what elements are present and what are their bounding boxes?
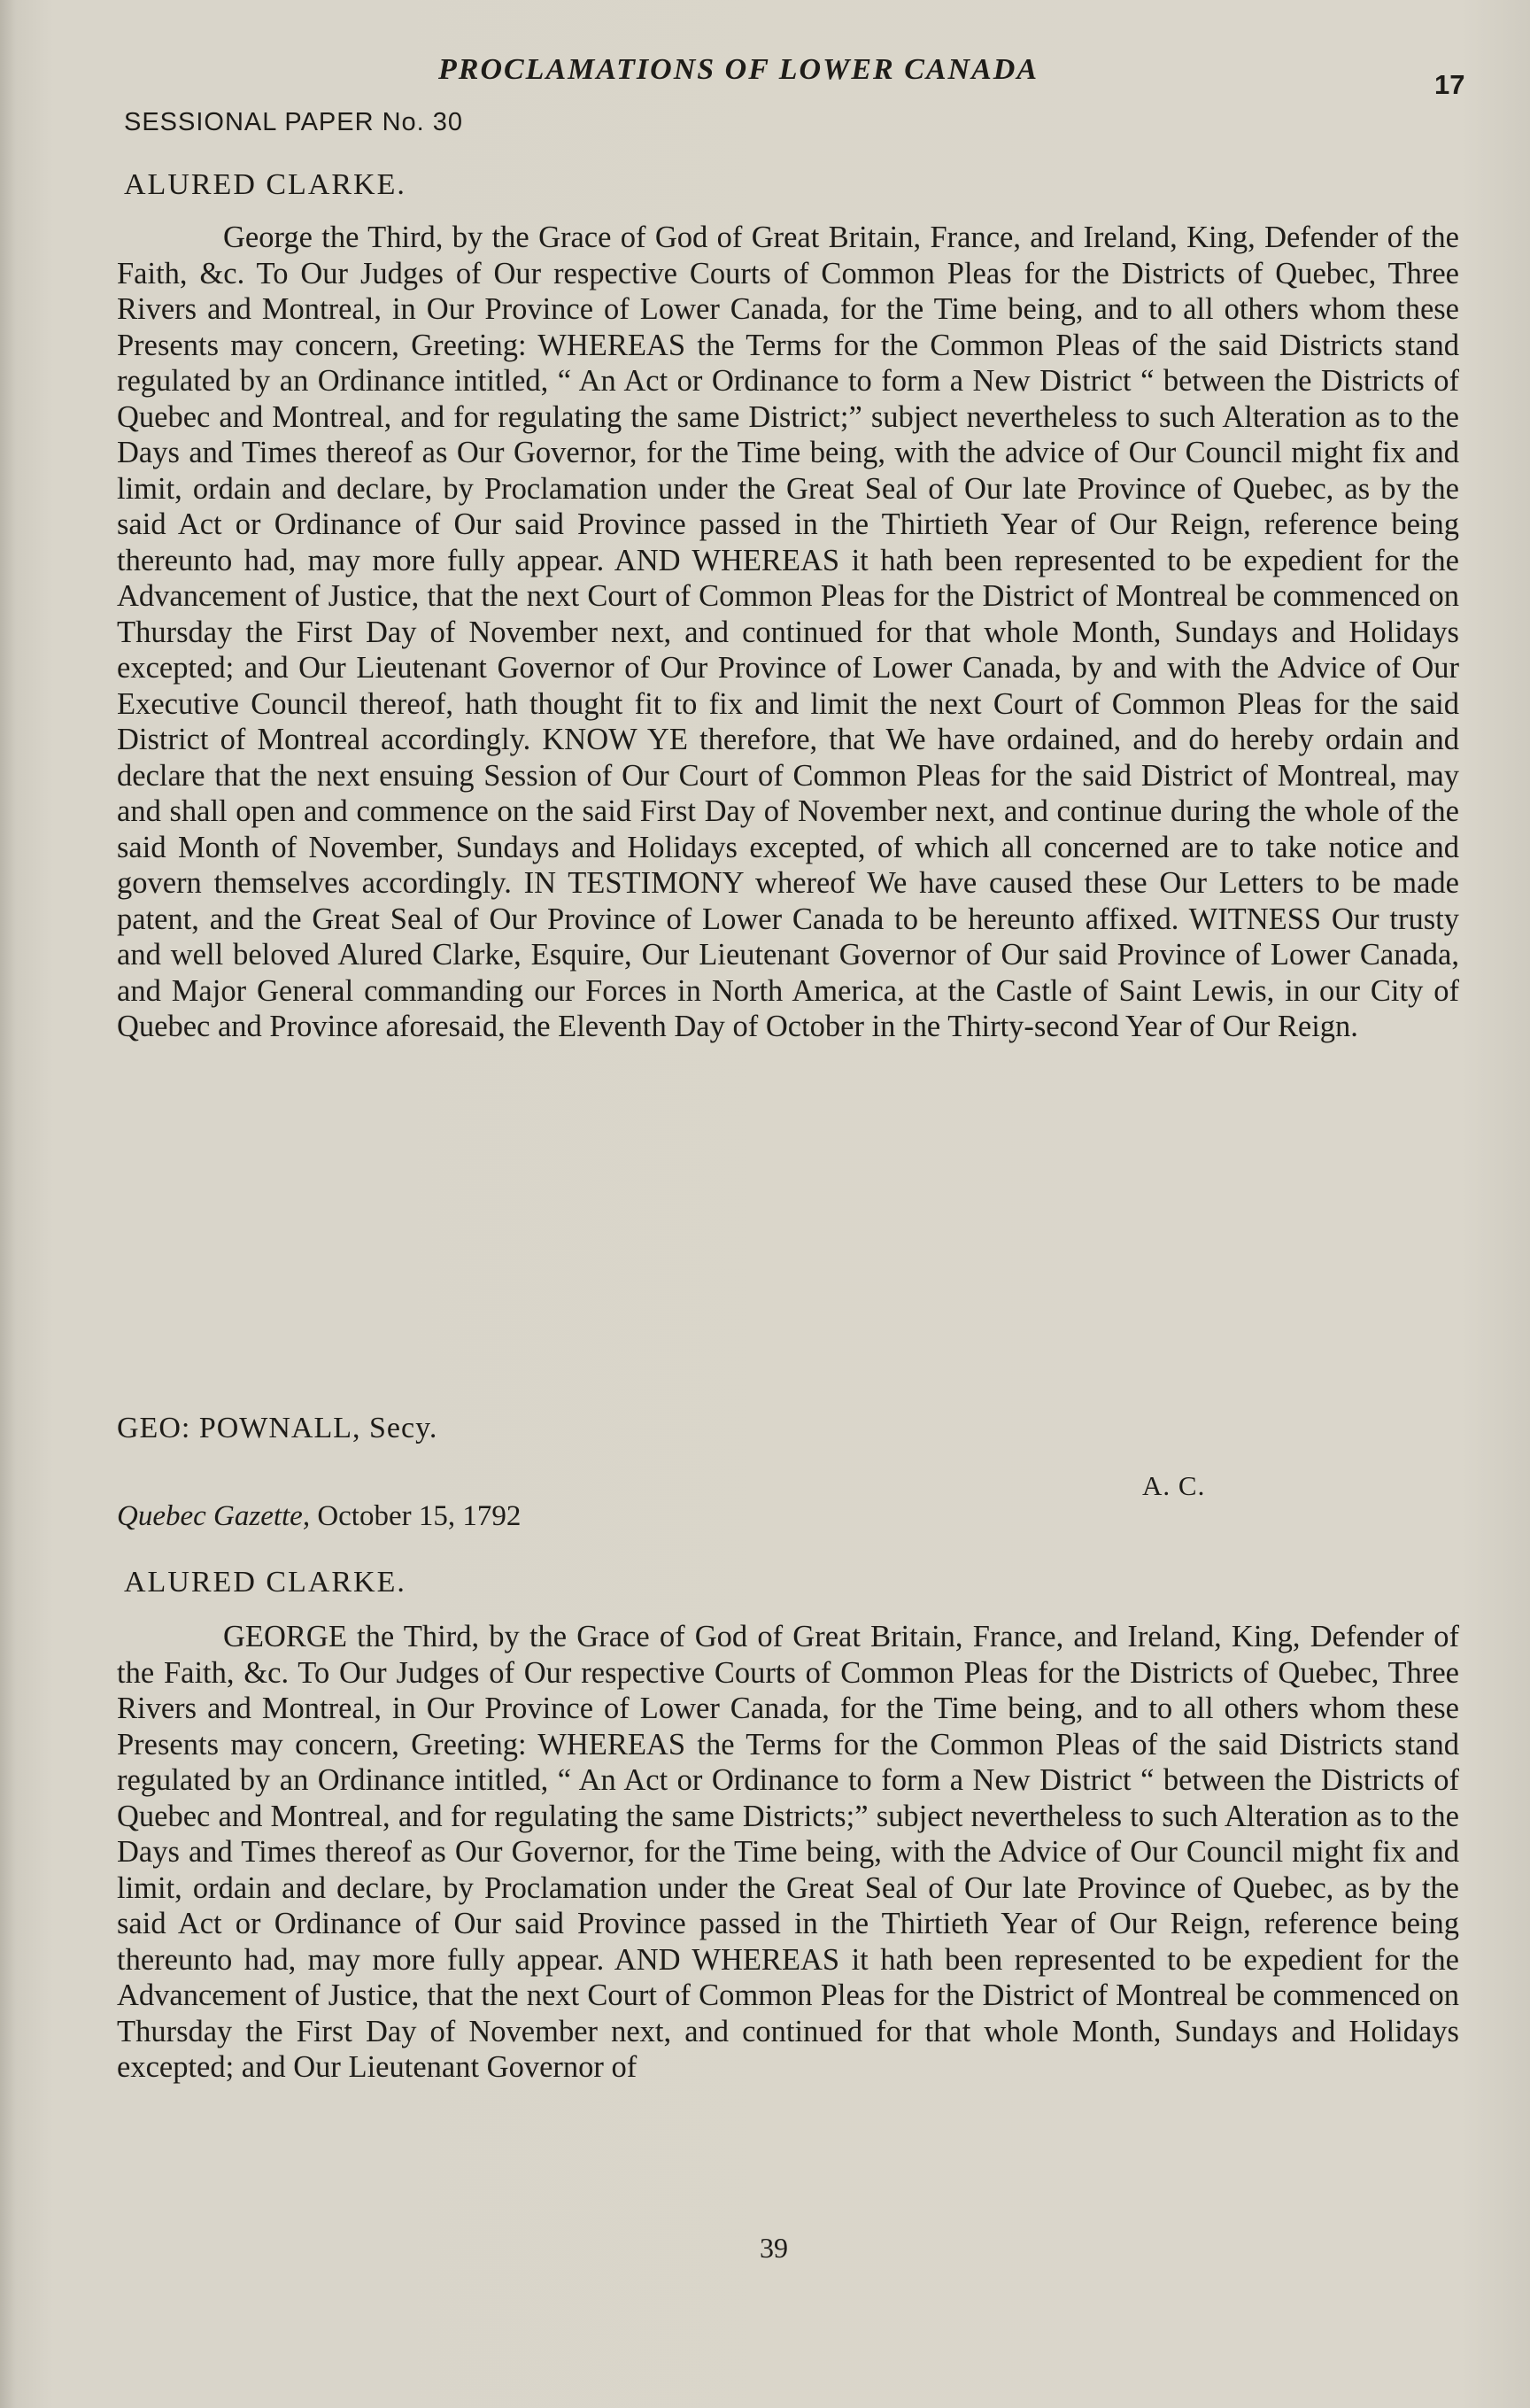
source-title: Quebec Gazette, [117,1500,311,1532]
page-number: 17 [1434,69,1465,100]
running-title: PROCLAMATIONS OF LOWER CANADA [438,53,1039,86]
sessional-paper-label: SESSIONAL PAPER No. 30 [124,108,464,136]
proclamation-2-text: GEORGE the Third, by the Grace of God of Great Britain, France, and Ireland, King, Defender of the Faith, &c. To Our Judges of Our respective Courts of Common Pleas for the Districts of Quebec, Three Rivers and Montreal, in Our Province of Lower Canada, for the Time being, and to all others whom these Presents may concern, Greeting: WHEREAS the Terms for the Common Pleas of the said Districts stand regulated by an Ordinance intitled, “ An Act or Ordinance to form a New District “ between the Districts of Quebec and Montreal, and for regulating the same Districts;” subject nevertheless to such Alteration as to the Days and Times thereof as Our Governor, for the Time being, with the Advice of Our Council might fix and limit, ordain and declare, by Proclamation under the Great Seal of Our late Province of Quebec, as by the said Act or Ordinance of Our said Province passed in the Thirtieth Year of Our Reign, reference being thereunto had, may more fully appear. AND WHEREAS it hath been represented to be expedient for the Advancement of Justice, that the next Court of Common Pleas for the District of Montreal be commenced on Thursday the First Day of November next, and continued for that whole Month, Sundays and Holidays excepted; and Our Lieutenant Governor of [117,1620,1459,2084]
governor-initials: A. C. [1142,1470,1206,1501]
source-citation [117,1500,521,1533]
proclamation-1-text: George the Third, by the Grace of God of Great Britain, France, and Ireland, King, Defender of the Faith, &c. To Our Judges of Our respective Courts of Common Pleas for the Districts of Quebec, Three Rivers and Montreal, in Our Province of Lower Canada, for the Time being, and to all others whom these Presents may concern, Greeting: WHEREAS the Terms for the Common Pleas of the said Districts stand regulated by an Ordinance intitled, “ An Act or Ordinance to form a New District “ between the Districts of Quebec and Montreal, and for regulating the same District;” subject nevertheless to such Alteration as to the Days and Times thereof as Our Governor, for the Time being, with the advice of Our Council might fix and limit, ordain and declare, by Proclamation under the Great Seal of Our late Province of Quebec, as by the said Act or Ordinance of Our said Province passed in the Thirtieth Year of Our Reign, reference being thereunto had, may more fully appear. AND WHEREAS it hath been represented to be expedient for the Advancement of Justice, that the next Court of Common Pleas for the District of Montreal be commenced on Thursday the First Day of November next, and continued for that whole Month, Sundays and Holidays excepted; and Our Lieutenant Governor of Our Province of Lower Canada, by and with the Advice of Our Executive Council thereof, hath thought fit to fix and limit the next Court of Common Pleas for the said District of Montreal accordingly. KNOW YE therefore, that We have ordained, and do hereby ordain and declare that the next ensuing Session of Our Court of Common Pleas for the said District of Montreal, may and shall open and commence on the said First Day of November next, and continue during the whole of the said Month of November, Sundays and Holidays excepted, of which all concerned are to take notice and govern themselves accordingly. IN TESTIMONY whereof We have caused these Our Letters to be made patent, and the Great Seal of Our Province of Lower Canada to be hereunto affixed. WITNESS Our trusty and well beloved Alured Clarke, Esquire, Our Lieutenant Governor of Our said Province of Lower Canada, and Major General commanding our Forces in North America, at the Castle of Saint Lewis, in our City of Quebec and Province aforesaid, the Eleventh Day of October in the Thirty-second Year of Our Reign. [117,221,1459,1043]
proclamation-1-heading: ALURED CLARKE. [124,168,406,201]
proclamation-2-heading: ALURED CLARKE. [124,1566,406,1599]
source-date: October 15, 1792 [317,1500,522,1532]
sheet-number: 39 [760,2232,788,2264]
secretary-signature: GEO: POWNALL, Secy. [117,1412,438,1444]
